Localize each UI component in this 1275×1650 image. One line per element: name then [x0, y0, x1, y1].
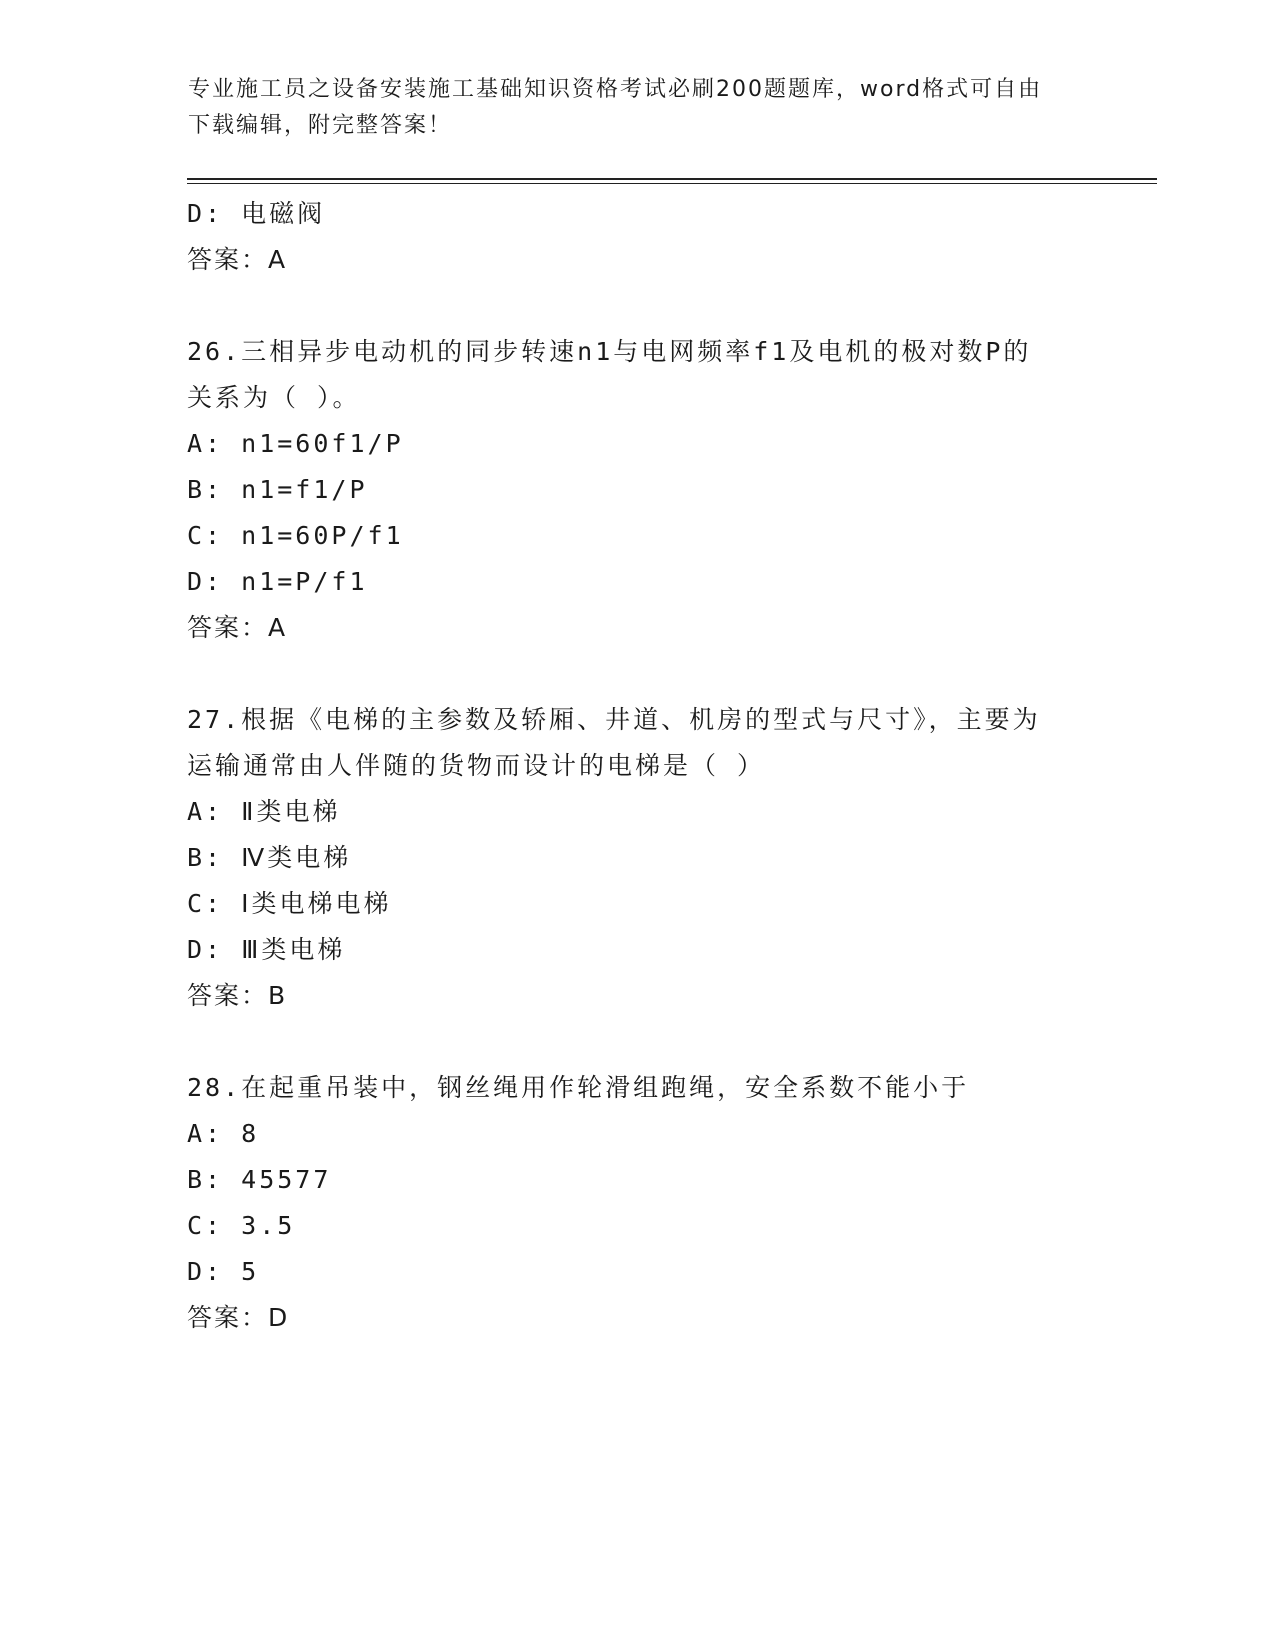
answer-line: 答案：A — [187, 245, 288, 274]
option-d: D: n1=P/f1 — [187, 567, 368, 596]
option-a: A: 8 — [187, 1119, 260, 1148]
question-stem-line-1: 26.三相异步电动机的同步转速n1与电网频率f1及电机的极对数P的 — [187, 337, 1032, 366]
option-b: B: n1=f1/P — [187, 475, 368, 504]
option-d: D: 5 — [187, 1257, 260, 1286]
question-26 — [187, 329, 1087, 651]
question-stem-line-1: 28.在起重吊装中，钢丝绳用作轮滑组跑绳，安全系数不能小于 — [187, 1073, 970, 1102]
question-28 — [187, 1065, 1087, 1341]
question-stem-line-2: 运输通常由人伴随的货物而设计的电梯是（ ） — [187, 751, 766, 780]
option-b: B: Ⅳ类电梯 — [187, 843, 352, 872]
header-line-2: 下载编辑，附完整答案！ — [188, 113, 453, 138]
question-27 — [187, 697, 1087, 1019]
option-c: C: Ⅰ类电梯电梯 — [187, 889, 392, 918]
header-divider-thick — [187, 178, 1157, 180]
question-content — [187, 191, 1087, 1341]
spacer — [187, 283, 1087, 329]
spacer — [187, 1019, 1087, 1065]
option-d: D: 电磁阀 — [187, 199, 326, 228]
previous-question-fragment — [187, 191, 1087, 283]
question-stem-line-2: 关系为（ ）。 — [187, 383, 361, 412]
option-b: B: 45577 — [187, 1165, 332, 1194]
option-a: A: n1=60f1/P — [187, 429, 404, 458]
option-c: C: 3.5 — [187, 1211, 296, 1240]
header-divider-thin — [187, 183, 1157, 184]
spacer — [187, 651, 1087, 697]
document-header — [188, 72, 1088, 144]
answer-line: 答案：D — [187, 1303, 290, 1332]
option-a: A: Ⅱ类电梯 — [187, 797, 341, 826]
header-line-1: 专业施工员之设备安装施工基础知识资格考试必刷200题题库，word格式可自由 — [188, 77, 1043, 102]
answer-line: 答案：A — [187, 613, 288, 642]
option-c: C: n1=60P/f1 — [187, 521, 404, 550]
question-stem-line-1: 27.根据《电梯的主参数及轿厢、井道、机房的型式与尺寸》，主要为 — [187, 705, 1041, 734]
option-d: D: Ⅲ类电梯 — [187, 935, 346, 964]
answer-line: 答案：B — [187, 981, 288, 1010]
